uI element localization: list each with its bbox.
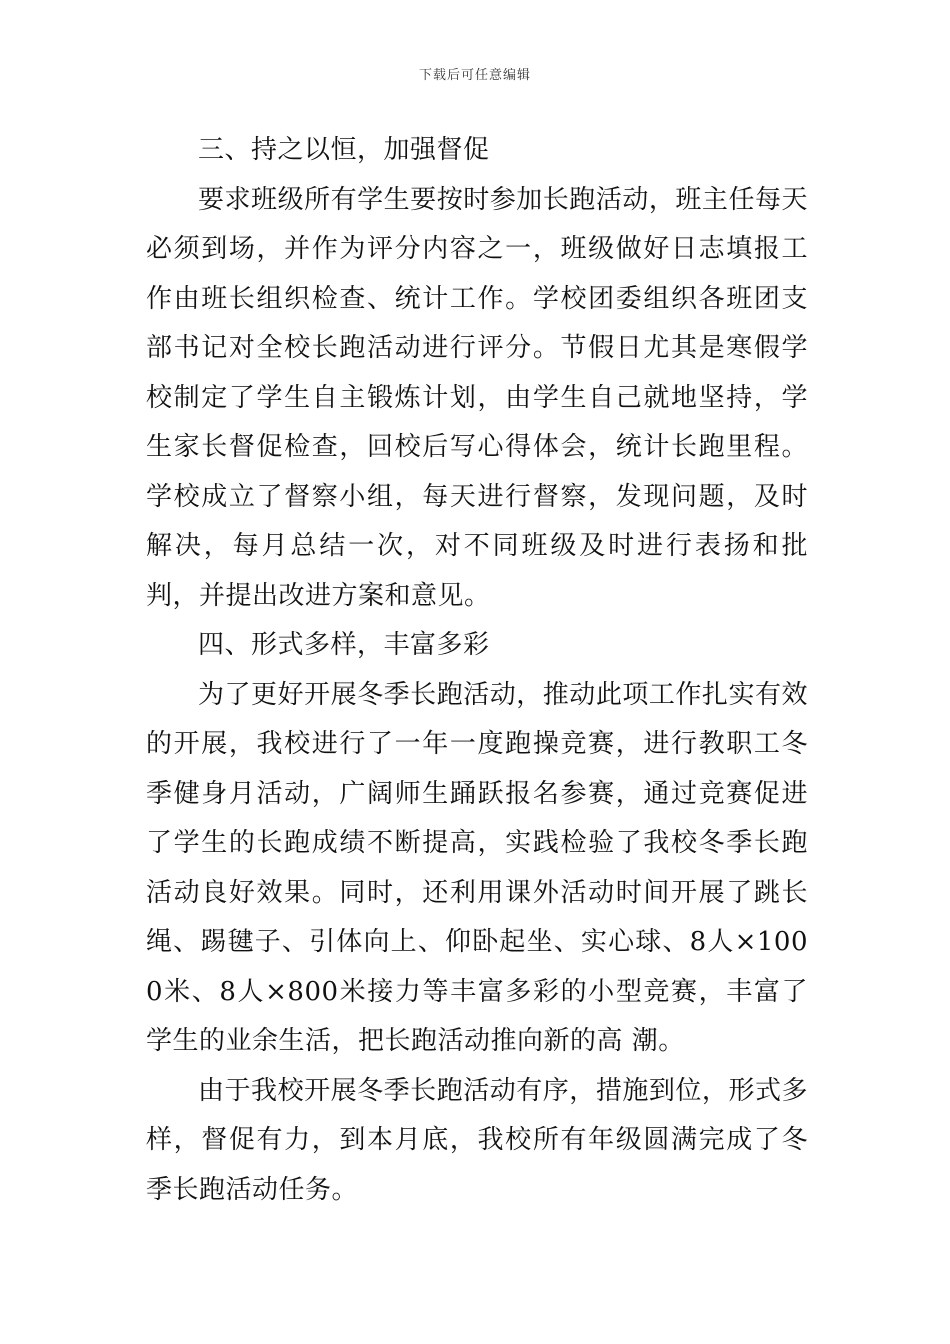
section3-paragraph: 要求班级所有学生要按时参加长跑活动，班主任每天必须到场，并作为评分内容之一，班级做好日志填报工作由班长组织检查、统计工作。学校团委组织各班团支部书记对全校长跑活动进行评分。节假日尤其是寒假学校制定了学生自主锻炼计划，由学生自己就地坚持，学生家长督促检查，回校后写心得体会，统计长跑里程。学校成立了督察小组，每天进行督察，发现问题，及时解决，每月总结一次，对不同班级及时进行表扬和批判，并提出改进方案和意见。	[146, 184, 808, 611]
document-body	[146, 126, 808, 1215]
section3-heading: 三、持之以恒，加强督促	[198, 135, 490, 165]
section4-heading: 四、形式多样，丰富多彩	[198, 630, 490, 660]
header-note: 下载后可任意编辑	[418, 68, 531, 83]
conclusion-paragraph: 由于我校开展冬季长跑活动有序，措施到位，形式多样，督促有力，到本月底，我校所有年级圆满完成了冬季长跑活动任务。	[146, 1075, 808, 1205]
section4-paragraph: 为了更好开展冬季长跑活动，推动此项工作扎实有效的开展，我校进行了一年一度跑操竞赛，进行教职工冬季健身月活动，广阔师生踊跃报名参赛，通过竞赛促进了学生的长跑成绩不断提高，实践检验了我校冬季长跑活动良好效果。同时，还利用课外活动时间开展了跳长绳、踢毽子、引体向上、仰卧起坐、实心球、8人×1000米、8人×800米接力等丰富多彩的小型竞赛，丰富了学生的业余生活，把长跑活动推向新的高 潮。	[146, 679, 808, 1056]
